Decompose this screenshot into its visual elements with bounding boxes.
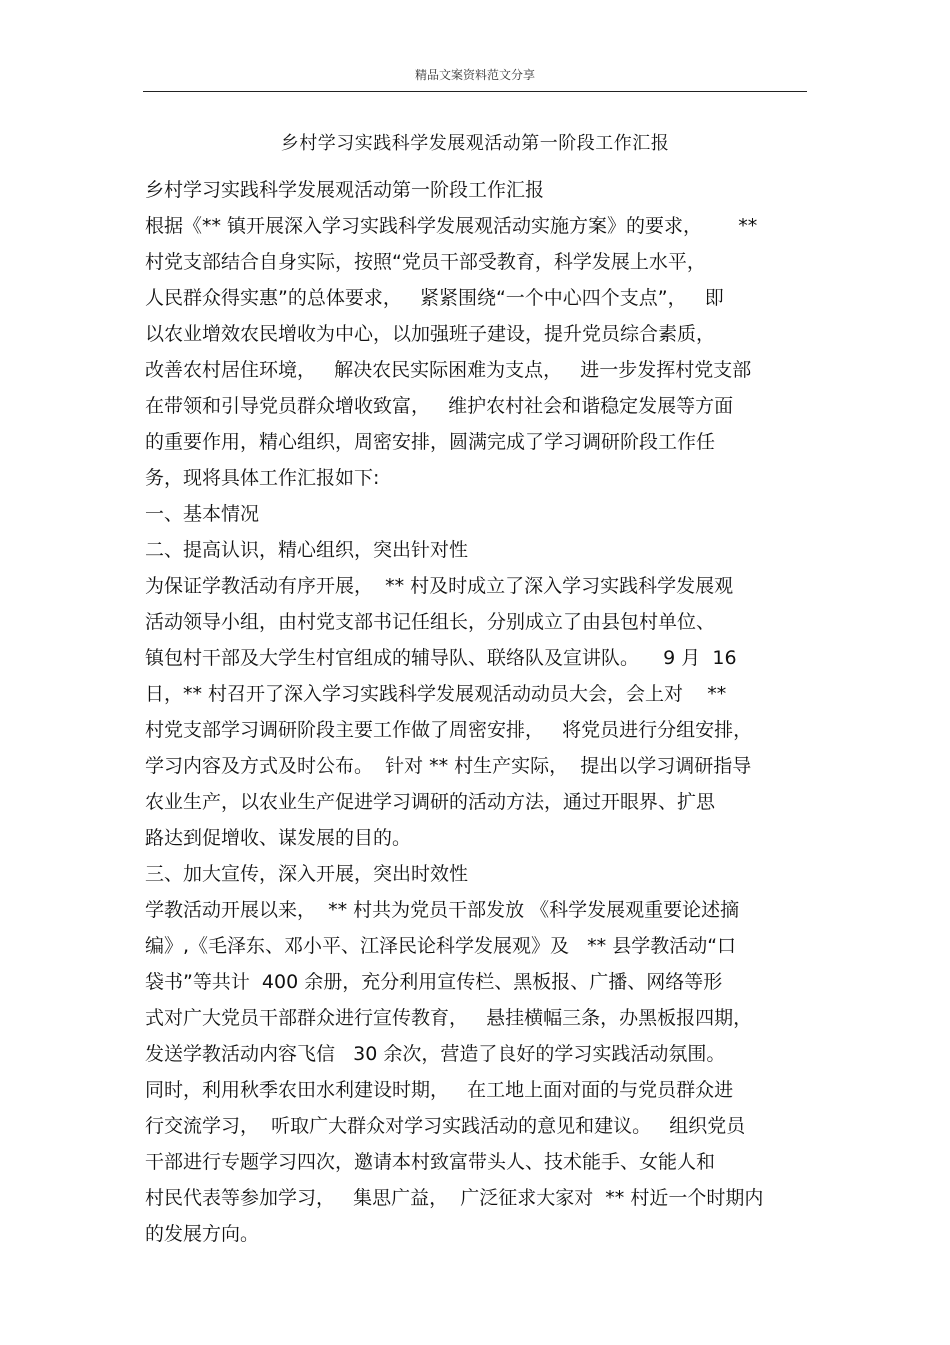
section-heading: 二、提高认识，精心组织，突出针对性 (145, 539, 469, 561)
body-line: 在带领和引导党员群众增收致富， 维护农村社会和谐稳定发展等方面 (145, 395, 734, 417)
body-line: 村党支部结合自身实际，按照“党员干部受教育，科学发展上水平， (145, 251, 706, 273)
body-line: 以农业增效农民增收为中心，以加强班子建设，提升党员综合素质， (145, 323, 716, 345)
body-line: 编》,《毛泽东、邓小平、江泽民论科学发展观》及 ** 县学教活动“口 (145, 935, 737, 957)
body-line: 袋书”等共计 400 余册，充分利用宣传栏、黑板报、广播、网络等形 (145, 971, 723, 993)
body-line: 务，现将具体工作汇报如下: (145, 467, 380, 489)
header-divider (143, 91, 807, 92)
body-line: 干部进行专题学习四次，邀请本村致富带头人、技术能手、女能人和 (145, 1151, 716, 1173)
section-heading: 一、基本情况 (145, 503, 260, 525)
body-line: 行交流学习， 听取广大群众对学习实践活动的意见和建议。 组织党员 (145, 1115, 746, 1137)
body-line: 镇包村干部及大学生村官组成的辅导队、联络队及宣讲队。 9 月 16 (145, 647, 737, 669)
body-line: 乡村学习实践科学发展观活动第一阶段工作汇报 (145, 179, 545, 201)
document-body (145, 172, 809, 1252)
document-title: 乡村学习实践科学发展观活动第一阶段工作汇报 (280, 133, 670, 154)
body-line: 学习内容及方式及时公布。 针对 ** 村生产实际， 提出以学习调研指导 (145, 755, 752, 777)
body-line: 农业生产，以农业生产促进学习调研的活动方法，通过开眼界、扩思 (145, 791, 716, 813)
header-text: 精品文案资料范文分享 (414, 68, 535, 82)
body-line: 路达到促增收、谋发展的目的。 (145, 827, 412, 849)
body-line: 人民群众得实惠”的总体要求， 紧紧围绕“一个中心四个支点”， 即 (145, 287, 724, 309)
body-line: 活动领导小组，由村党支部书记任组长，分别成立了由县包村单位、 (145, 611, 716, 633)
body-line: 的重要作用，精心组织，周密安排，圆满完成了学习调研阶段工作任 (145, 431, 716, 453)
body-line: 改善农村居住环境， 解决农民实际困难为支点， 进一步发挥村党支部 (145, 359, 752, 381)
body-line: 同时，利用秋季农田水利建设时期， 在工地上面对面的与党员群众进 (145, 1079, 734, 1101)
body-line: 村民代表等参加学习， 集思广益， 广泛征求大家对 ** 村近一个时期内 (145, 1187, 764, 1209)
body-line: 日，** 村召开了深入学习实践科学发展观活动动员大会，会上对 ** (145, 683, 727, 705)
body-line: 村党支部学习调研阶段主要工作做了周密安排， 将党员进行分组安排， (145, 719, 753, 741)
body-line: 式对广大党员干部群众进行宣传教育， 悬挂横幅三条，办黑板报四期， (145, 1007, 753, 1029)
body-line: 的发展方向。 (145, 1223, 260, 1245)
body-line: 发送学教活动内容飞信 30 余次，营造了良好的学习实践活动氛围。 (145, 1043, 726, 1065)
section-heading: 三、加大宣传，深入开展，突出时效性 (145, 863, 469, 885)
body-line: 学教活动开展以来， ** 村共为党员干部发放 《科学发展观重要论述摘 (145, 899, 740, 921)
body-line: 为保证学教活动有序开展， ** 村及时成立了深入学习实践科学发展观 (145, 575, 734, 597)
body-line: 根据《** 镇开展深入学习实践科学发展观活动实施方案》的要求， ** (145, 215, 758, 237)
